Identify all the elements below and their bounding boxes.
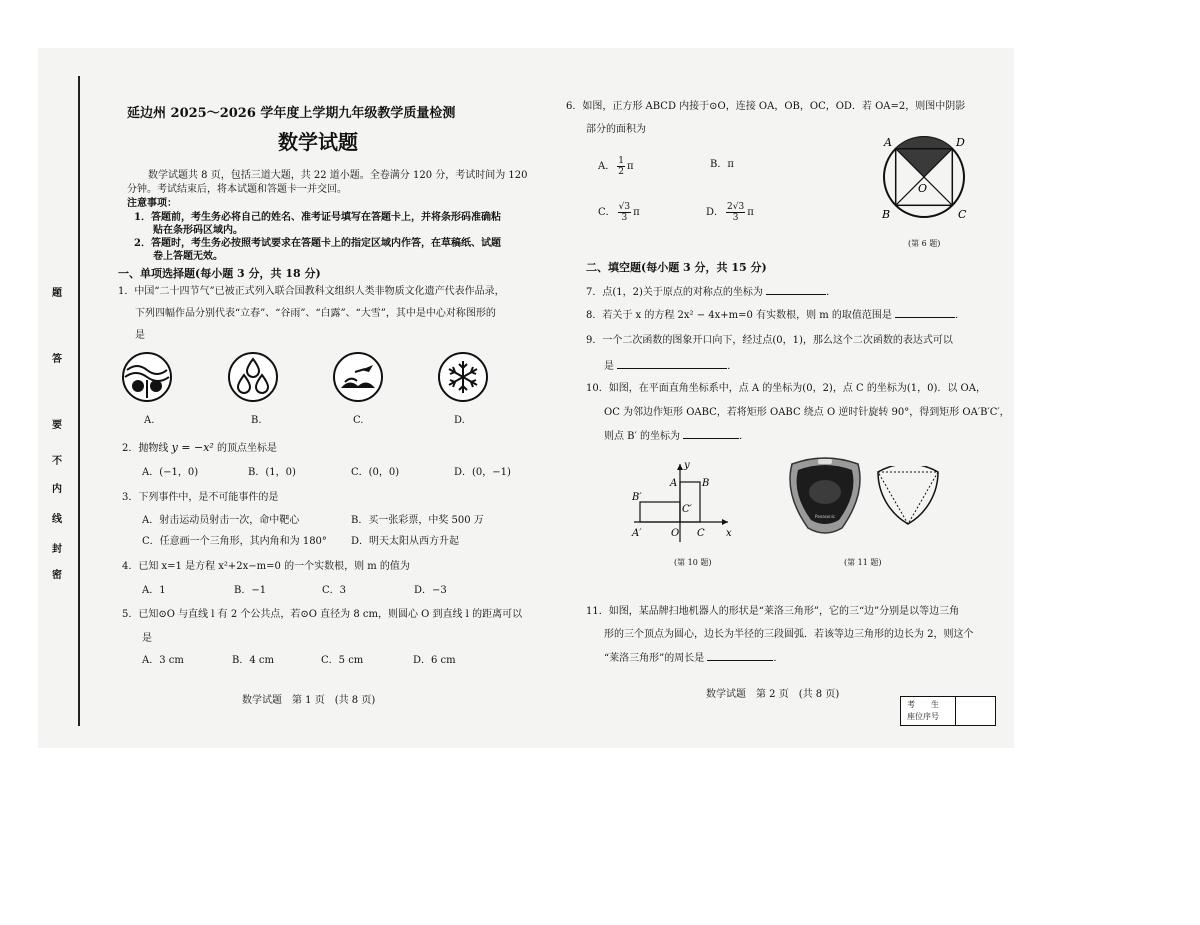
section2-title: 二、填空题(每小题 3 分，共 15 分) <box>586 261 767 274</box>
seat-number-box <box>900 696 996 726</box>
rect-oabc <box>680 482 700 522</box>
q1-option: C. <box>353 415 364 426</box>
reuleaux-triangle-figure <box>873 466 943 534</box>
label-a-prime: A′ <box>632 528 642 539</box>
reuleaux-outline <box>878 466 938 524</box>
q2-formula: y = −x² <box>171 441 214 454</box>
q9-line: 9．一个二次函数的图象开口向下，经过点(0，1)，那么这个二次函数的表达式可以 <box>586 335 953 346</box>
answer-blank <box>617 359 727 369</box>
binding-char: 密 <box>52 570 62 581</box>
q8-text: 8．若关于 x 的方程 2x² − 4x+m=0 有实数根，则 m 的取值范围是 <box>586 310 892 321</box>
numerator: √3 <box>618 202 631 212</box>
q10-figure <box>628 458 734 546</box>
fraction <box>617 156 625 177</box>
answer-blank <box>766 285 826 295</box>
q11: “莱洛三角形”的周长是 ． <box>604 653 784 664</box>
q9: 是 ． <box>604 361 738 372</box>
q6-figure <box>874 132 974 222</box>
q6-caption: (第 6 题) <box>908 239 941 248</box>
emblem-bailu-icon <box>331 350 385 404</box>
note-line: 1．答题前，考生务必将自己的姓名、准考证号填写在答题卡上，并将条形码准确粘 <box>134 212 501 223</box>
shaded-segment <box>896 137 953 149</box>
q1-line: 1．中国“二十四节气”已被正式列入联合国教科文组织人类非物质文化遗产代表作品录， <box>118 286 505 297</box>
robot-vacuum-photo <box>782 454 868 538</box>
binding-char: 内 <box>52 484 62 495</box>
q1-option: D. <box>454 415 465 426</box>
shaded-triangle <box>896 149 953 177</box>
subject-title: 数学试题 <box>278 130 358 154</box>
denominator: 3 <box>621 213 628 223</box>
q10-caption: (第 10 题) <box>674 558 712 567</box>
q8: 8．若关于 x 的方程 2x² − 4x+m=0 有实数根，则 m 的取值范围是 ． <box>586 310 966 321</box>
exam-sheet <box>38 48 1014 748</box>
note-line: 2．答题时，考生务必按照考试要求在答题卡上的指定区域内作答，在草稿纸、试题 <box>134 238 501 249</box>
q2-stem-post: 的顶点坐标是 <box>217 443 278 454</box>
pi-symbol: π <box>626 161 634 172</box>
q11-caption: (第 11 题) <box>844 558 882 567</box>
label-a: A <box>884 136 892 149</box>
q1-option: B. <box>251 415 262 426</box>
notes-title: 注意事项： <box>127 198 177 209</box>
note-line: 卷上答题无效。 <box>153 251 223 262</box>
label-o: O <box>671 528 680 539</box>
label-b: B <box>702 478 710 489</box>
q2-option: B．(1，0) <box>248 467 296 478</box>
q6-option-a <box>598 152 634 182</box>
answer-blank <box>707 651 773 661</box>
q10-line: 10．如图，在平面直角坐标系中，点 A 的坐标为(0，2)，点 C 的坐标为(1，0)．以 OA， <box>586 383 986 394</box>
note-line: 贴在条形码区域内。 <box>153 225 243 236</box>
label-c-prime: C′ <box>682 504 692 515</box>
q7-text: 7．点(1，2)关于原点的对称点的坐标为 <box>586 287 763 298</box>
q6-option-d <box>706 198 754 228</box>
q1-option: A. <box>144 415 155 426</box>
q4-option: A．1 <box>142 585 166 596</box>
seat-label: 考 生 <box>907 700 939 709</box>
q2-option: A．(−1，0) <box>142 467 199 478</box>
q9-text: 是 <box>604 361 614 372</box>
page-footer: 数学试题 第 1 页 (共 8 页) <box>242 695 376 706</box>
robot-brand: Panasonic <box>814 514 836 519</box>
fraction <box>618 202 631 223</box>
binding-char: 要 <box>52 420 62 431</box>
page-footer: 数学试题 第 2 页 (共 8 页) <box>706 689 840 700</box>
q11-line: 形的三个顶点为圆心，边长为半径的三段圆弧．若该等边三角形的边长为 2，则这个 <box>604 629 974 640</box>
section1-title: 一、单项选择题(每小题 3 分，共 18 分) <box>118 267 321 280</box>
answer-blank <box>683 429 739 439</box>
q1-line: 是 <box>135 330 145 341</box>
q11-line: 11．如图，某品牌扫地机器人的形状是“莱洛三角形”，它的三“边”分别是以等边三角 <box>586 606 960 617</box>
label-y: y <box>684 460 690 471</box>
q5-line: 5．已知⊙O 与直线 l 有 2 个公共点，若⊙O 直径为 8 cm，则圆心 O 到直线 l 的距离可以 <box>122 609 523 620</box>
exam-title: 延边州 2025～2026 学年度上学期九年级教学质量检测 <box>127 106 456 121</box>
option-label: A． <box>598 161 616 172</box>
label-b: B <box>882 208 891 221</box>
rect-oabc-rotated <box>640 502 680 522</box>
pi-symbol: π <box>633 207 640 218</box>
q3-option: C．任意画一个三角形，其内角和为 180° <box>142 536 327 547</box>
q5-option: A．3 cm <box>142 655 184 666</box>
seat-label: 座位序号 <box>907 712 939 721</box>
label-x: x <box>726 528 732 539</box>
label-c: C <box>697 528 705 539</box>
q5-option: B．4 cm <box>232 655 274 666</box>
answer-blank <box>895 308 955 318</box>
q7: 7．点(1，2)关于原点的对称点的坐标为 ． <box>586 287 837 298</box>
q3-option: D．明天太阳从西方升起 <box>351 536 460 547</box>
binding-char: 答 <box>52 354 62 365</box>
option-label: D． <box>706 207 725 218</box>
seat-label-cell <box>901 697 956 725</box>
q10: 则点 B′ 的坐标为 ． <box>604 431 750 442</box>
q10-text: 则点 B′ 的坐标为 <box>604 431 680 442</box>
q5-line: 是 <box>142 633 152 644</box>
q2-stem-pre: 2．抛物线 <box>122 443 169 454</box>
intro-line: 数学试题共 8 页，包括三道大题，共 22 道小题。全卷满分 120 分，考试时间为 120 <box>148 170 528 181</box>
option-label: C． <box>598 207 616 218</box>
q1-line: 下列四幅作品分别代表“立春”、“谷雨”、“白露”、“大雪”，其中是中心对称图形的 <box>135 308 496 319</box>
q4-option: C．3 <box>322 585 347 596</box>
q5-option: C．5 cm <box>321 655 364 666</box>
q4-option: B．−1 <box>234 585 267 596</box>
q11-text: “莱洛三角形”的周长是 <box>604 653 705 664</box>
q2-stem <box>122 441 277 455</box>
denominator: 2 <box>618 167 624 177</box>
q6-option-c <box>598 198 640 228</box>
q6-line: 6．如图，正方形 ABCD 内接于⊙O，连接 OA，OB，OC，OD．若 OA=2，则图中阴影 <box>566 101 966 112</box>
denominator: 3 <box>732 213 739 223</box>
binding-line <box>78 76 80 726</box>
binding-char: 封 <box>52 544 62 555</box>
fraction <box>726 202 745 223</box>
x-axis-arrow <box>722 519 728 525</box>
q2-option: D．(0，−1) <box>454 467 511 478</box>
q5-option: D．6 cm <box>413 655 456 666</box>
numerator: 2√3 <box>727 202 745 212</box>
intro-line: 分钟。考试结束后，将本试题和答题卡一并交回。 <box>127 184 347 195</box>
q4-option: D．−3 <box>414 585 447 596</box>
binding-char: 题 <box>52 288 62 299</box>
label-o: O <box>918 182 928 195</box>
q10-line: OC 为邻边作矩形 OABC，若将矩形 OABC 绕点 O 逆时针旋转 90°，得到矩形 OA′B′C′， <box>604 407 1010 418</box>
y-axis-arrow <box>677 464 683 470</box>
emblem-guyu-icon <box>226 350 280 404</box>
q3-stem: 3．下列事件中，是不可能事件的是 <box>122 492 279 503</box>
numerator: 1 <box>618 156 624 166</box>
label-b-prime: B′ <box>632 492 642 503</box>
emblem-lichun-icon <box>120 350 174 404</box>
label-d: D <box>956 136 965 149</box>
equilateral-triangle <box>878 472 938 524</box>
binding-char: 线 <box>52 514 62 525</box>
label-c: C <box>958 208 967 221</box>
q4-stem: 4．已知 x=1 是方程 x²+2x−m=0 的一个实数根，则 m 的值为 <box>122 561 410 572</box>
seat-number-field[interactable] <box>956 697 995 725</box>
label-a: A <box>670 478 678 489</box>
q2-option: C．(0，0) <box>351 467 400 478</box>
pi-symbol: π <box>747 207 754 218</box>
q6-line: 部分的面积为 <box>586 124 646 135</box>
q3-option: A．射击运动员射击一次，命中靶心 <box>142 515 300 526</box>
emblem-daxue-icon <box>436 350 490 404</box>
q3-option: B．买一张彩票，中奖 500 万 <box>351 515 484 526</box>
q6-option-b: B．π <box>710 159 734 170</box>
binding-char: 不 <box>52 456 62 467</box>
robot-panel <box>809 480 841 504</box>
robot-sensor <box>818 459 832 464</box>
